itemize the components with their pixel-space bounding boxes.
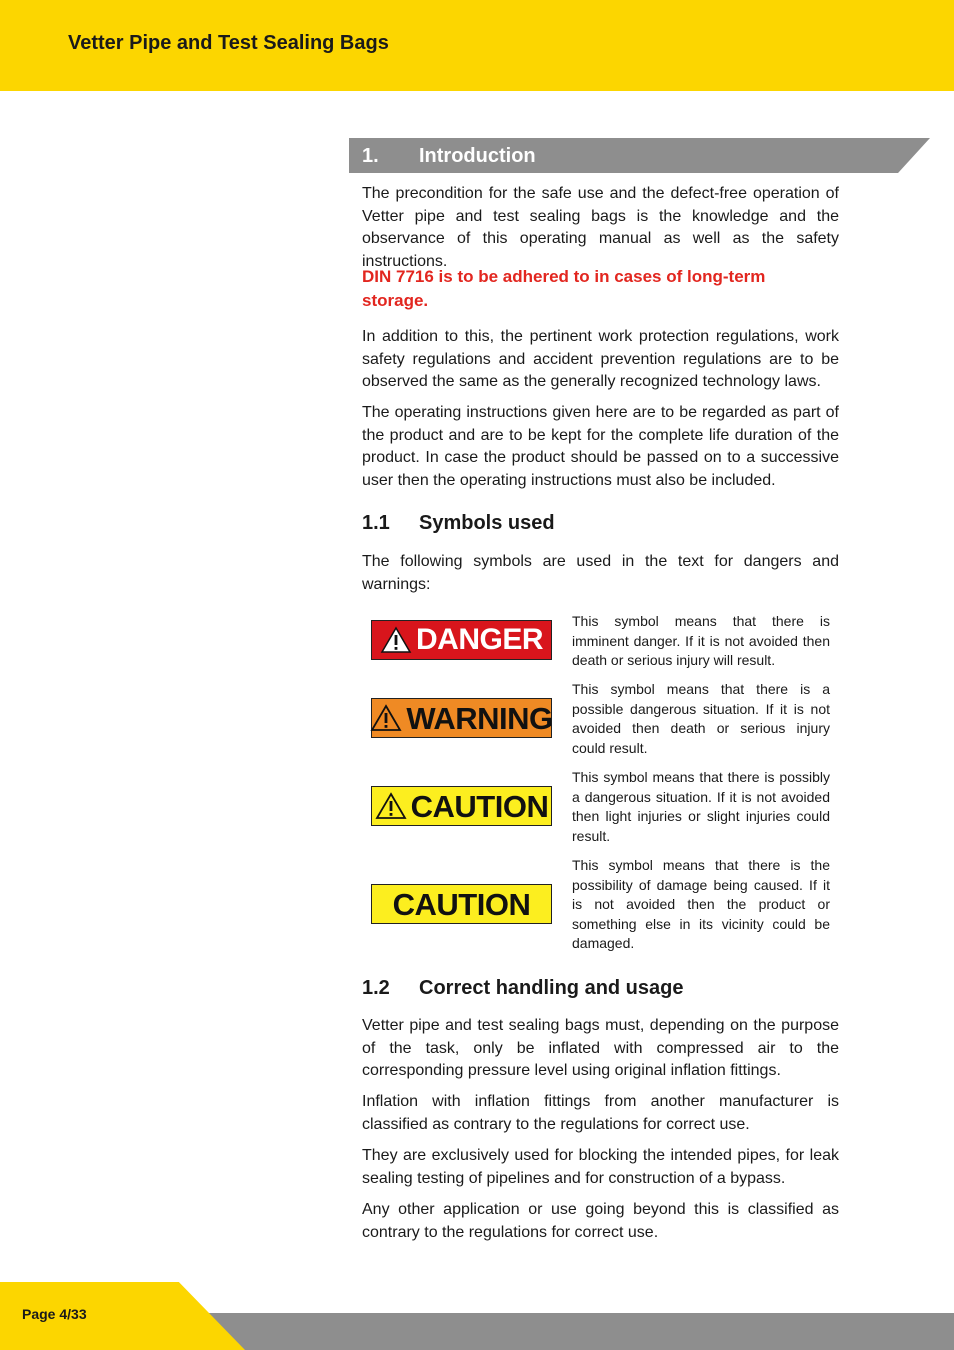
caution-damage-sign <box>371 884 552 924</box>
intro-paragraph-1: The precondition for the safe use and the defect-free operation of Vetter pipe and test sealing bags is the knowledge and the observance of this operating manual as well as the safety instructions. <box>362 185 839 270</box>
subsection-number-symbols: 1.1 <box>362 512 390 534</box>
warning-triangle-icon <box>370 704 402 732</box>
intro-paragraph-3: The operating instructions given here are to be regarded as part of the product and are to be kept for the complete life duration of the product. In case the product should be passed on to a successive user then the operating instructions must also be included. <box>362 404 839 489</box>
intro-paragraph-2: In addition to this, the pertinent work protection regulations, work safety regulations and accident prevention regulations are to be observed the same as the generally recognized technology laws. <box>362 328 839 390</box>
danger-sign <box>371 620 552 660</box>
warning-description: This symbol means that there is a possible dangerous situation. If it is not avoided then death or serious injury could result. <box>572 681 830 756</box>
page-number: Page 4/33 <box>22 1306 87 1322</box>
section-number: 1. <box>362 145 379 167</box>
handling-paragraph-2: Inflation with inflation fittings from another manufacturer is classified as contrary to the regulations for correct use. <box>362 1093 839 1133</box>
warning-triangle-icon <box>380 626 412 654</box>
symbols-intro: The following symbols are used in the text for dangers and warnings: <box>362 553 839 593</box>
caution-injury-description: This symbol means that there is possibly a dangerous situation. If it is not avoided then light injuries or slight injuries could result. <box>572 769 830 844</box>
danger-description: This symbol means that there is imminent danger. If it is not avoided then death or serious injury will result. <box>572 613 830 668</box>
section-title: Introduction <box>419 145 536 167</box>
caution-damage-sign-label: CAUTION <box>392 886 531 922</box>
warning-triangle-icon <box>375 792 407 820</box>
caution-injury-sign-label: CAUTION <box>410 788 549 824</box>
caution-damage-description: This symbol means that there is the possibility of damage being caused. If it is not avoided then the product or something else in its vicinity could be damaged. <box>572 857 830 951</box>
handling-paragraph-3: They are exclusively used for blocking the intended pipes, for leak sealing testing of pipelines and for construction of a bypass. <box>362 1147 839 1187</box>
subsection-title-handling: Correct handling and usage <box>419 977 684 999</box>
danger-sign-label: DANGER <box>415 623 543 656</box>
handling-paragraph-4: Any other application or use going beyond this is classified as contrary to the regulations for correct use. <box>362 1201 839 1241</box>
subsection-number-handling: 1.2 <box>362 977 390 999</box>
document-title: Vetter Pipe and Test Sealing Bags <box>68 32 389 54</box>
warning-sign <box>371 698 552 738</box>
storage-warning: DIN 7716 is to be adhered to in cases of long-term storage. <box>362 267 766 310</box>
caution-injury-sign <box>371 786 552 826</box>
handling-paragraph-1: Vetter pipe and test sealing bags must, depending on the purpose of the task, only be inflated with compressed air to the corresponding pressure level using original inflation fittings. <box>362 1017 839 1079</box>
subsection-title-symbols: Symbols used <box>419 512 555 534</box>
warning-sign-label: WARNING <box>406 700 553 736</box>
